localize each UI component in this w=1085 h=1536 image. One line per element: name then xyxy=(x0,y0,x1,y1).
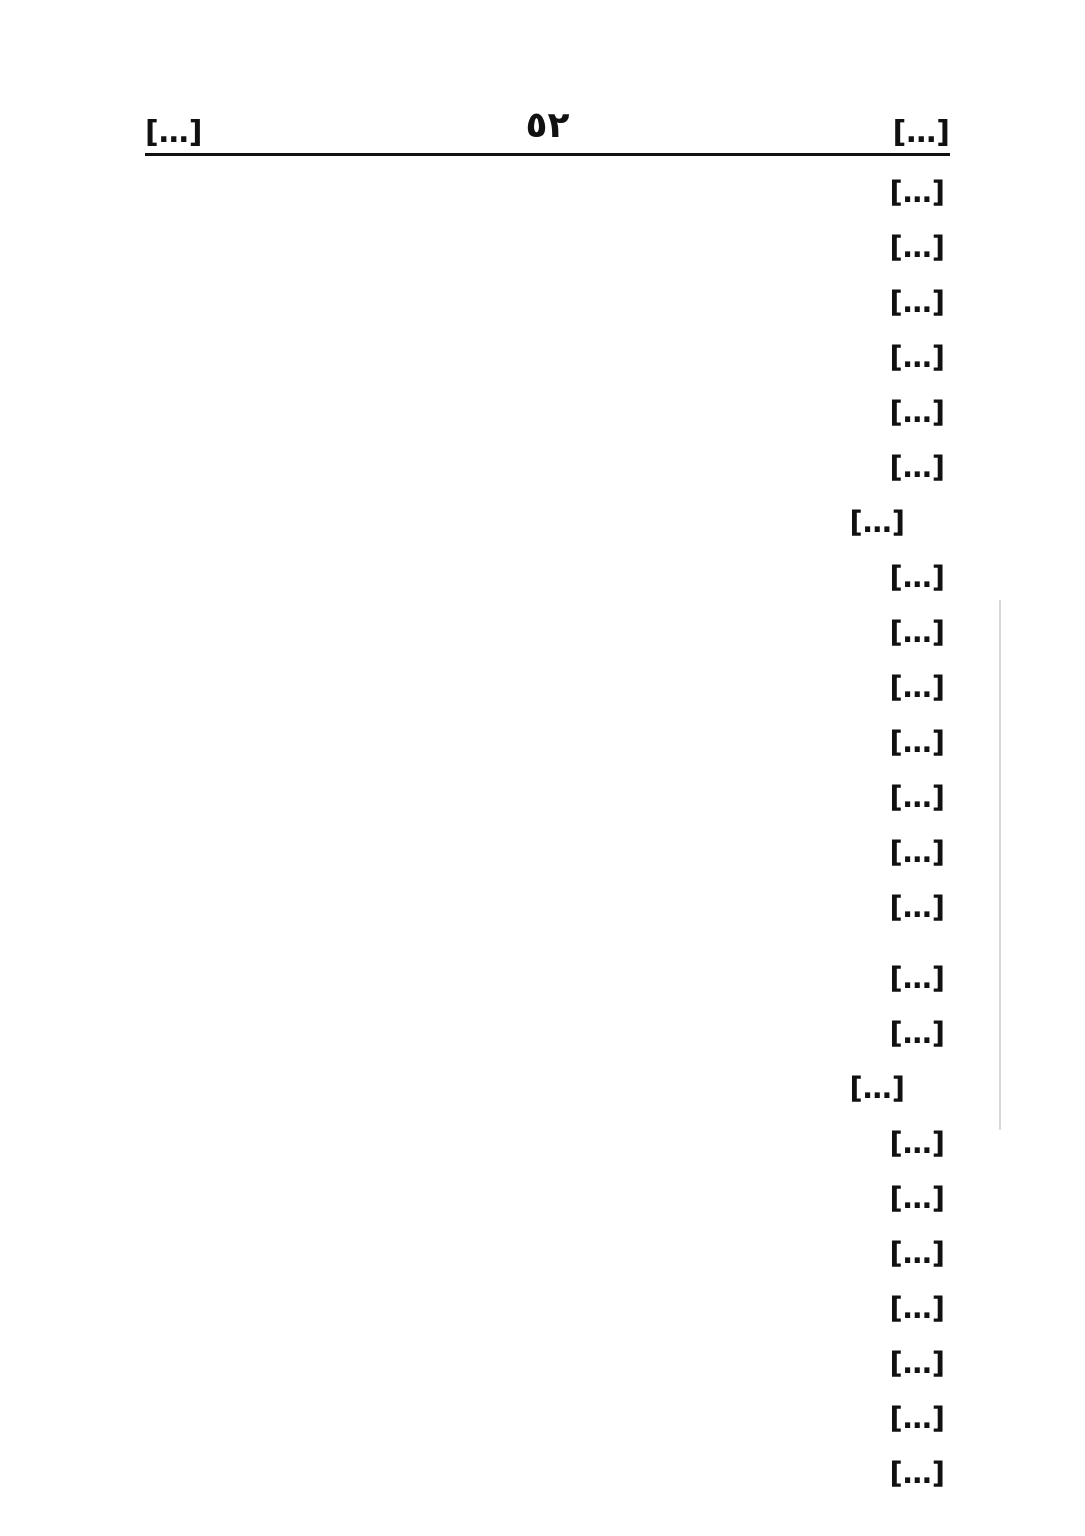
text-line: […] xyxy=(889,1181,945,1215)
text-line: […] xyxy=(889,175,945,209)
page-number: ٥٢ xyxy=(525,105,570,146)
text-line: […] xyxy=(889,450,945,484)
scan-edge-shadow xyxy=(999,600,1001,1130)
text-line: […] xyxy=(889,670,945,704)
text-line: […] xyxy=(889,780,945,814)
header-section-title: […] xyxy=(145,115,203,150)
paragraph-4 xyxy=(150,1061,945,1501)
paragraph-2 xyxy=(150,495,945,935)
header-book-title: […] xyxy=(892,115,950,150)
text-line: […] xyxy=(889,1346,945,1380)
text-line: […] xyxy=(849,1071,905,1105)
text-line: […] xyxy=(889,560,945,594)
text-line: […] xyxy=(889,835,945,869)
header-rule xyxy=(145,153,950,156)
text-line: […] xyxy=(889,1236,945,1270)
text-line: […] xyxy=(889,961,945,995)
paragraph-3 xyxy=(150,951,945,1061)
text-line: […] xyxy=(889,1126,945,1160)
text-line: […] xyxy=(889,340,945,374)
text-line: […] xyxy=(889,1401,945,1435)
text-line: […] xyxy=(889,1291,945,1325)
body-text xyxy=(150,165,945,1501)
text-line: […] xyxy=(889,230,945,264)
paragraph-1 xyxy=(150,165,945,495)
text-line: […] xyxy=(889,1016,945,1050)
text-line: […] xyxy=(889,285,945,319)
running-header xyxy=(145,105,950,153)
text-line: […] xyxy=(889,890,945,924)
text-line: […] xyxy=(889,1456,945,1490)
text-line: […] xyxy=(889,615,945,649)
text-line: […] xyxy=(849,505,905,539)
text-line: […] xyxy=(889,725,945,759)
text-line: […] xyxy=(889,395,945,429)
